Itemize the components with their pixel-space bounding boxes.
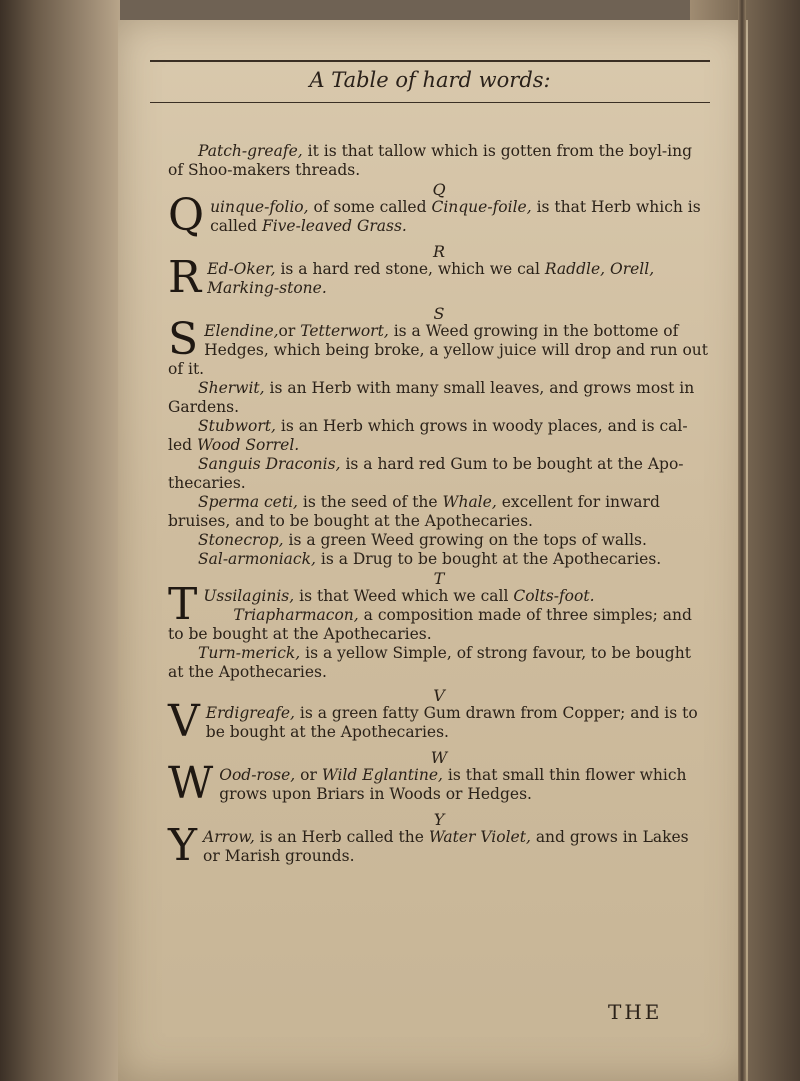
page-gutter — [738, 0, 746, 1081]
scan-left-margin — [0, 0, 120, 1081]
entry-stubwort: Stubwort, is an Herb which grows in woody places, and is cal-led Wood Sorrel. — [168, 417, 688, 454]
section-letter: S — [433, 304, 445, 323]
page-title: A Table of hard words: — [309, 68, 551, 92]
entry-sperma-ceti: Sperma ceti, is the seed of the Whale, excellent for inward bruises, and to be bought at the Apothecaries. — [168, 493, 660, 530]
entry-verdigrease: V Erdigreafe, is a green fatty Gum drawn from Copper; and is to be bought at the Apothecaries. — [168, 696, 698, 747]
entry-triapharmacon: Triapharmacon, a composition made of three simples; and to be bought at the Apothecaries. — [168, 606, 692, 643]
drop-cap: R — [168, 252, 202, 303]
entry-patch-grease: Patch-greafe, it is that tallow which is gotten from the boyl-ing of Shoo-makers threads. — [168, 142, 693, 179]
section-letter: Y — [433, 810, 445, 829]
entry-red-oker: R Ed-Oker, is a hard red stone, which we cal Raddle, Orell, Marking-stone. — [168, 252, 655, 303]
entry-tussilaginis: T Ussilaginis, is that Weed which we call Colts-foot. — [168, 579, 595, 630]
entry-wood-rose: W Ood-rose, or Wild Eglantine, is that small thin flower which grows upon Briars in Woods or Hedges. — [168, 758, 687, 809]
entry-yarrow: Y Arrow, is an Herb called the Water Violet, and grows in Lakes or Marish grounds. — [168, 820, 689, 871]
drop-cap: W — [168, 758, 214, 809]
drop-cap: S — [168, 314, 199, 365]
title-rule — [150, 102, 710, 103]
drop-cap: Q — [168, 190, 205, 241]
entry-stonecrop: Stonecrop, is a green Weed growing on the tops of walls. — [198, 531, 647, 549]
section-letter: T — [433, 569, 445, 588]
drop-cap: V — [168, 696, 200, 747]
entry-selendine: S Elendine,or Tetterwort, is a Weed growing in the bottome of Hedges, which being broke, a yellow juice will drop and run out of it. — [168, 314, 708, 378]
drop-cap: Y — [168, 820, 198, 871]
section-letter: V — [433, 686, 445, 705]
catchword: THE — [608, 1000, 663, 1024]
section-letter: W — [430, 748, 448, 767]
entry-sal-armoniack: Sal-armoniack, is a Drug to be bought at the Apothecaries. — [198, 550, 662, 568]
glossary-text — [168, 142, 710, 871]
entry-sanguis-draconis: Sanguis Draconis, is a hard red Gum to be bought at the Apo-thecaries. — [168, 455, 684, 492]
section-letter: Q — [432, 180, 446, 199]
section-letter: R — [432, 242, 446, 261]
entry-turn-merick: Turn-merick, is a yellow Simple, of strong favour, to be bought at the Apothecaries. — [168, 644, 691, 681]
top-rule — [150, 60, 710, 62]
entry-sherwit: Sherwit, is an Herb with many small leaves, and grows most in Gardens. — [168, 379, 695, 416]
entry-quinque-folio: Quinque-folio, of some called Cinque-foile, is that Herb which is called Five-leaved Grass. — [168, 190, 701, 241]
drop-cap: T — [168, 579, 198, 630]
